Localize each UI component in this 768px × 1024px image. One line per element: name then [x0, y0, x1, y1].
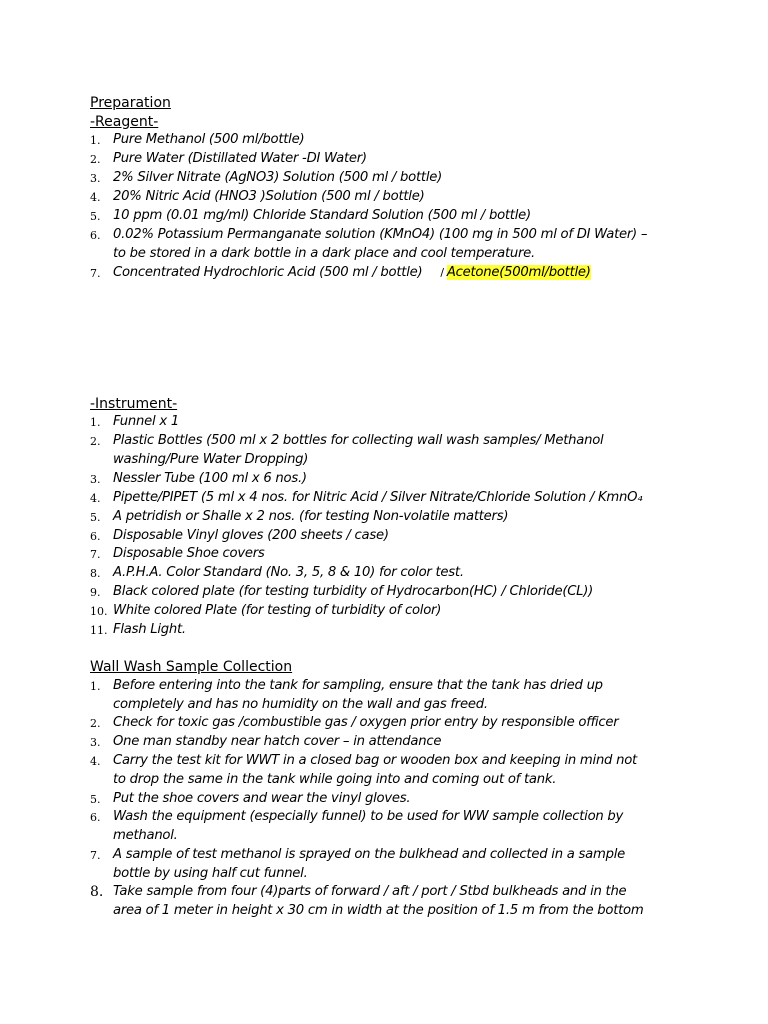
preparation-title: Preparation	[90, 95, 171, 111]
list-text: Plastic Bottles (500 ml x 2 bottles for collecting wall wash samples/ Methanol	[113, 433, 604, 448]
list-text: washing/Pure Water Dropping)	[113, 452, 309, 467]
list-number: 6.	[90, 530, 101, 543]
list-number: 1.	[90, 416, 101, 429]
list-number: 1.	[90, 134, 101, 147]
list-text: Pipette/PIPET (5 ml x 4 nos. for Nitric Acid / Silver Nitrate/Chloride Solution / KmnO₄	[113, 490, 643, 505]
list-text-wrapper	[113, 264, 653, 283]
list-number: 5.	[90, 210, 101, 223]
list-text: 20% Nitric Acid (HNO3 )Solution (500 ml / bottle)	[113, 189, 425, 204]
list-text: Wash the equipment (especially funnel) to be used for WW sample collection by	[113, 809, 624, 824]
list-number: 11.	[90, 624, 108, 637]
list-number: 3.	[90, 473, 101, 486]
list-text: Disposable Vinyl gloves (200 sheets / case)	[113, 528, 389, 543]
list-text: Before entering into the tank for sampling, ensure that the tank has dried up	[113, 678, 603, 693]
list-text: completely and has no humidity on the wall and gas freed.	[113, 697, 488, 712]
list-text: Flash Light.	[113, 622, 186, 637]
list-text: A.P.H.A. Color Standard (No. 3, 5, 8 & 10) for color test.	[113, 565, 464, 580]
list-text: Black colored plate (for testing turbidity of Hydrocarbon(HC) / Chloride(CL))	[113, 584, 594, 599]
list-text: methanol.	[113, 828, 178, 843]
highlighted-text: Acetone(500ml/bottle)	[446, 265, 591, 280]
list-number: 7.	[90, 849, 101, 862]
list-number: 1.	[90, 680, 101, 693]
list-text: Put the shoe covers and wear the vinyl gloves.	[113, 791, 411, 806]
list-text: to be stored in a dark bottle in a dark place and cool temperature.	[113, 246, 535, 261]
list-number: 5.	[90, 793, 101, 806]
wall-wash-heading: Wall Wash Sample Collection	[90, 659, 293, 675]
list-text: 0.02% Potassium Permanganate solution (KMnO4) (100 mg in 500 ml of DI Water) –	[113, 227, 648, 242]
list-text: Disposable Shoe covers	[113, 546, 265, 561]
list-number: 4.	[90, 191, 101, 204]
list-number: 10.	[90, 605, 108, 618]
list-number: 4.	[90, 492, 101, 505]
list-number: 7.	[90, 267, 101, 280]
list-text: A sample of test methanol is sprayed on the bulkhead and collected in a sample	[113, 847, 625, 862]
list-number: 2.	[90, 153, 101, 166]
list-text: Nessler Tube (100 ml x 6 nos.)	[113, 471, 307, 486]
list-number: 6.	[90, 811, 101, 824]
list-number: 8.	[90, 567, 101, 580]
list-text: Concentrated Hydrochloric Acid (500 ml / bottle)	[113, 265, 423, 280]
list-text: Pure Methanol (500 ml/bottle)	[113, 132, 305, 147]
list-text: to drop the same in the tank while going into and coming out of tank.	[113, 772, 557, 787]
list-text: Take sample from four (4)parts of forward / aft / port / Stbd bulkheads and in the	[113, 884, 627, 899]
list-text: bottle by using half cut funnel.	[113, 866, 308, 881]
list-number: 3.	[90, 172, 101, 185]
list-text: area of 1 meter in height x 30 cm in width at the position of 1.5 m from the bottom	[113, 903, 644, 918]
list-number: 5.	[90, 511, 101, 524]
list-text: A petridish or Shalle x 2 nos. (for testing Non-volatile matters)	[113, 509, 509, 524]
list-text: One man standby near hatch cover – in attendance	[113, 734, 442, 749]
list-text: Pure Water (Distillated Water -DI Water)	[113, 151, 367, 166]
list-text: White colored Plate (for testing of turbidity of color)	[113, 603, 442, 618]
list-number: 2.	[90, 717, 101, 730]
list-number: 4.	[90, 755, 101, 768]
list-text: Carry the test kit for WWT in a closed bag or wooden box and keeping in mind not	[113, 753, 637, 768]
list-text: Funnel x 1	[113, 414, 179, 429]
list-number: 8.	[90, 884, 104, 900]
list-number: 9.	[90, 586, 101, 599]
list-number: 7.	[90, 548, 101, 561]
list-text: 2% Silver Nitrate (AgNO3) Solution (500 ml / bottle)	[113, 170, 442, 185]
list-text: Check for toxic gas /combustible gas / oxygen prior entry by responsible officer	[113, 715, 619, 730]
separator-slash: /	[440, 266, 444, 279]
list-number: 3.	[90, 736, 101, 749]
list-number: 6.	[90, 229, 101, 242]
list-number: 2.	[90, 435, 101, 448]
reagent-heading: -Reagent-	[90, 114, 159, 130]
instrument-heading: -Instrument-	[90, 396, 178, 412]
list-text: 10 ppm (0.01 mg/ml) Chloride Standard Solution (500 ml / bottle)	[113, 208, 531, 223]
